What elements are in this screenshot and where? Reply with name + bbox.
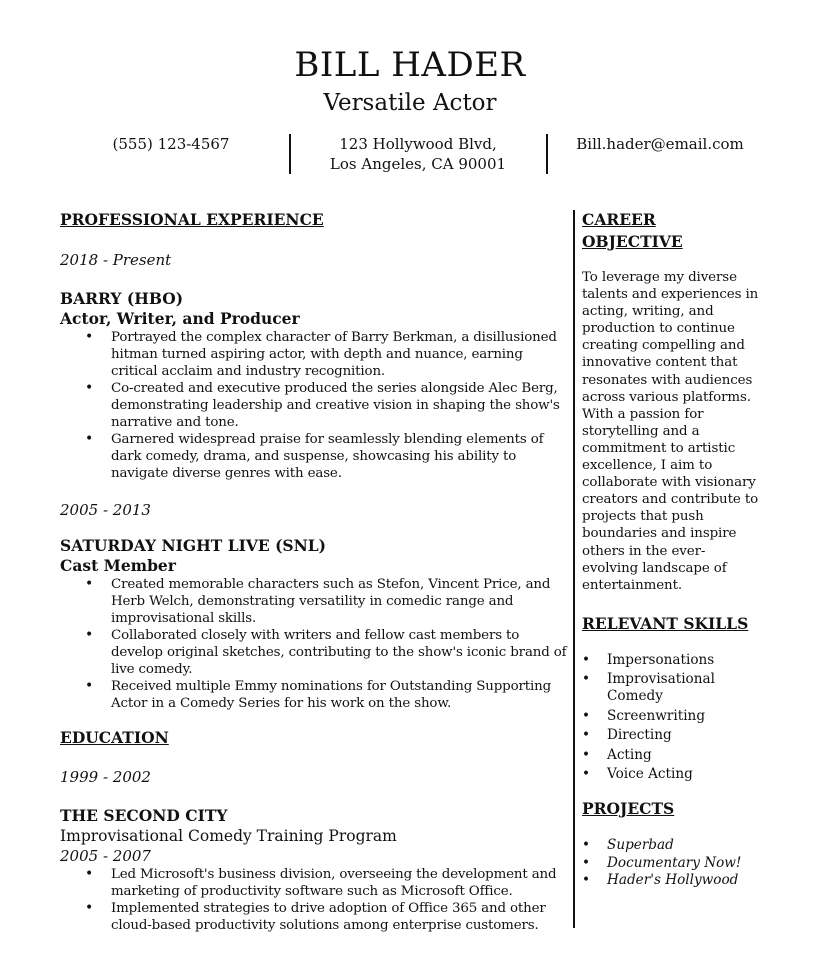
column-divider — [573, 210, 575, 928]
job-dates: 2005 - 2013 — [60, 501, 151, 519]
objective-text: To leverage my diverse talents and experiences in acting, writing, and production to continue creating compelling and innovative content that resonates with audiences across various platforms. With a passion for storytelling and a commitment to artistic excellence, I aim to collaborate with visionary creators and contribute to projects that push boundaries and inspire others in the ever-evolving landscape of entertainment. — [582, 270, 759, 593]
projects-list — [582, 837, 760, 889]
job-entry — [60, 500, 570, 712]
skill-item: • Screenwriting — [607, 708, 760, 725]
education-program-dates: 2005 - 2007 — [60, 847, 151, 865]
left-column — [60, 209, 570, 934]
bullet-item: • Collaborated closely with writers and fellow cast members to develop original sketches, contributing to the show's iconic brand of live comedy. — [111, 627, 570, 678]
contact-address — [293, 134, 543, 174]
skills-list — [582, 652, 760, 784]
candidate-name: BILL HADER — [294, 45, 526, 85]
bullet-item: • Received multiple Emmy nominations for Outstanding Supporting Actor in a Comedy Series for his work on the show. — [111, 678, 570, 712]
job-role: Cast Member — [60, 556, 176, 575]
project-item: • Hader's Hollywood — [607, 872, 760, 889]
projects-heading: PROJECTS — [582, 799, 675, 819]
address-line-2: Los Angeles, CA 90001 — [329, 155, 507, 173]
job-entry — [60, 250, 570, 482]
skill-item: • Directing — [607, 727, 760, 744]
job-role: Actor, Writer, and Producer — [60, 309, 300, 328]
bullet-item: • Portrayed the complex character of Barry Berkman, a disillusioned hitman turned aspiring actor, with depth and nuance, earning critical acclaim and industry recognition. — [111, 329, 570, 380]
education-school: THE SECOND CITY — [60, 806, 228, 825]
job-bullets — [60, 576, 570, 712]
job-org: BARRY (HBO) — [60, 289, 184, 308]
contact-bar — [56, 134, 770, 174]
resume-header — [0, 44, 820, 118]
contact-divider — [289, 134, 291, 174]
education-dates: 1999 - 2002 — [60, 768, 151, 786]
right-column — [582, 209, 760, 890]
skill-item: • Impersonations — [607, 652, 760, 669]
contact-phone: (555) 123-4567 — [112, 135, 230, 153]
skills-heading: RELEVANT SKILLS — [582, 613, 749, 633]
candidate-subtitle: Versatile Actor — [323, 90, 497, 116]
contact-divider — [546, 134, 548, 174]
objective-heading: CAREER OBJECTIVE — [582, 210, 683, 251]
bullet-item: • Garnered widespread praise for seamlessly blending elements of dark comedy, drama, and suspense, showcasing his ability to navigate diverse genres with ease. — [111, 431, 570, 482]
skill-item: • Acting — [607, 747, 760, 764]
bullet-item: • Co-created and executive produced the series alongside Alec Berg, demonstrating leadership and creative vision in shaping the show's narrative and tone. — [111, 380, 570, 431]
bullet-item: • Led Microsoft's business division, overseeing the development and marketing of productivity software such as Microsoft Office. — [111, 866, 570, 900]
experience-heading: PROFESSIONAL EXPERIENCE — [60, 210, 324, 229]
bullet-item: • Implemented strategies to drive adoption of Office 365 and other cloud-based productivity solutions among enterprise customers. — [111, 900, 570, 934]
skill-item: • Voice Acting — [607, 766, 760, 783]
job-org: SATURDAY NIGHT LIVE (SNL) — [60, 536, 327, 555]
project-item: • Documentary Now! — [607, 855, 760, 872]
education-program: Improvisational Comedy Training Program — [60, 827, 397, 845]
contact-email: Bill.hader@email.com — [576, 135, 744, 153]
education-bullets — [60, 866, 570, 934]
address-line-1: 123 Hollywood Blvd, — [339, 135, 497, 153]
education-heading: EDUCATION — [60, 728, 169, 747]
project-item: • Superbad — [607, 837, 760, 854]
skill-item: • Improvisational Comedy — [607, 671, 760, 705]
job-dates: 2018 - Present — [60, 251, 172, 269]
job-bullets — [60, 329, 570, 482]
bullet-item: • Created memorable characters such as Stefon, Vincent Price, and Herb Welch, demonstrating versatility in comedic range and improvisational skills. — [111, 576, 570, 627]
